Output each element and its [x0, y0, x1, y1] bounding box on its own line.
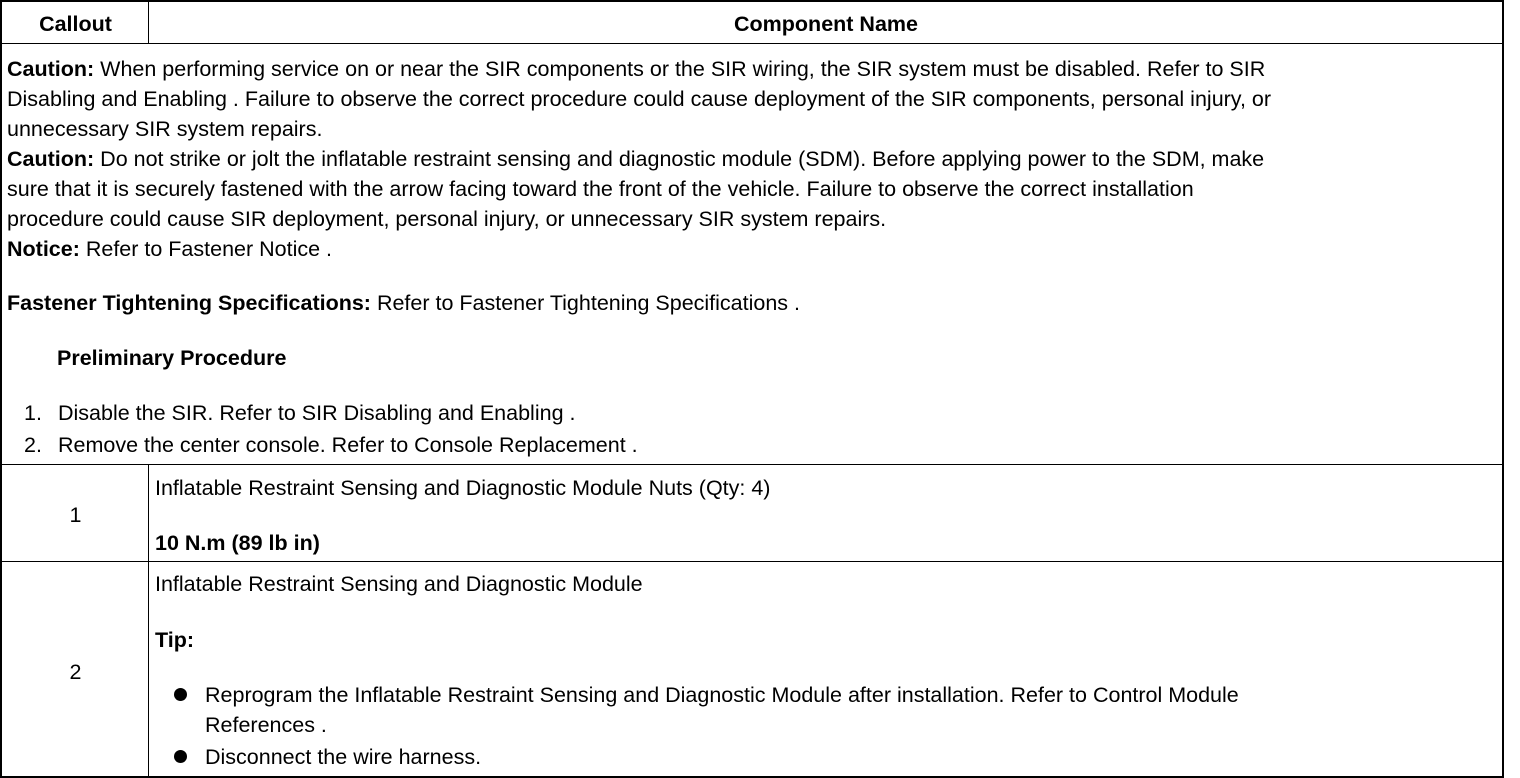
header-bottom-border [2, 43, 1502, 44]
bullet-icon [174, 688, 187, 701]
caution-2-line-2: sure that it is securely fastened with the arrow facing toward the front of the vehicle. Failure to observe the correct installation [7, 177, 1194, 201]
header-divider [148, 2, 149, 44]
preliminary-procedure-title: Preliminary Procedure [57, 346, 287, 370]
row-2-tip-1-line-1: Reprogram the Inflatable Restraint Sensing and Diagnostic Module after installation. Refer to Control Module [205, 683, 1239, 707]
step-2-number: 2. [24, 433, 42, 457]
bullet-icon [174, 750, 187, 763]
caution-2-line-3: procedure could cause SIR deployment, personal injury, or unnecessary SIR system repairs. [7, 207, 887, 231]
caution-1-line-2: Disabling and Enabling . Failure to observe the correct procedure could cause deployment of the SIR components, personal injury, or [7, 87, 1272, 111]
caution-2-line-1: Caution: Do not strike or jolt the inflatable restraint sensing and diagnostic module (SDM). Before applying power to the SDM, make [7, 147, 1265, 171]
fastener-spec-label: Fastener Tightening Specifications: [7, 291, 371, 315]
caution-1-line-1: Caution: When performing service on or near the SIR components or the SIR wiring, the SIR system must be disabled. Refer to SIR [7, 57, 1266, 81]
row-2-tip-2: Disconnect the wire harness. [205, 745, 482, 769]
row-1-torque-spec: 10 N.m (89 lb in) [155, 531, 320, 555]
row-1-bottom-border [2, 561, 1502, 562]
row-2-tip-label: Tip: [155, 628, 195, 652]
fastener-spec-line: Fastener Tightening Specifications: Refer to Fastener Tightening Specifications . [7, 291, 801, 315]
row-1-component-name: Inflatable Restraint Sensing and Diagnostic Module Nuts (Qty: 4) [155, 476, 771, 500]
notice-label: Notice: [7, 237, 80, 261]
notes-bottom-border [2, 464, 1502, 465]
caution-2-label: Caution: [7, 147, 95, 171]
step-2-text: Remove the center console. Refer to Console Replacement . [58, 433, 638, 457]
row-2-tip-1-line-2: References . [205, 713, 327, 737]
header-component-name: Component Name [734, 12, 918, 36]
row-2-callout: 2 [69, 660, 82, 684]
row-1-callout: 1 [69, 503, 82, 527]
notice-line: Notice: Refer to Fastener Notice . [7, 237, 333, 261]
step-1-text: Disable the SIR. Refer to SIR Disabling and Enabling . [58, 401, 576, 425]
caution-1-label: Caution: [7, 57, 95, 81]
header-callout: Callout [39, 12, 112, 36]
row-2-component-name: Inflatable Restraint Sensing and Diagnostic Module [155, 572, 643, 596]
caution-1-line-3: unnecessary SIR system repairs. [7, 117, 323, 141]
step-1-number: 1. [24, 401, 42, 425]
